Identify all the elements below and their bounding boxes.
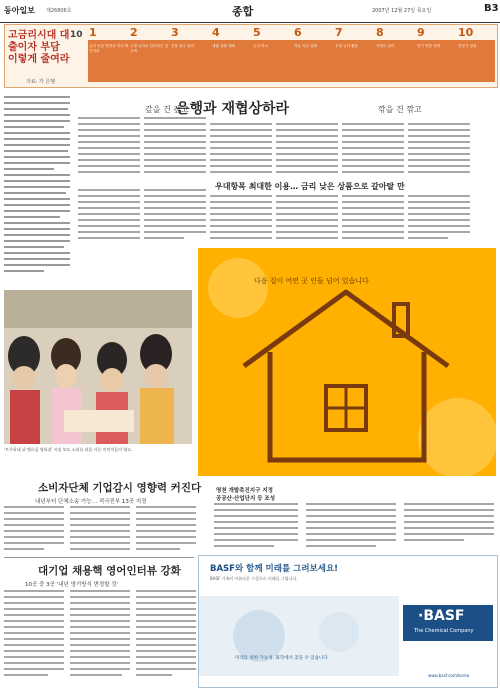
story2-subheadline: 내년부터 단체소송 가능… 적극전부 13곳 지정 [35,499,147,505]
tip-step [455,26,497,84]
basf-message: 미래를 위한 가능성, 화학에서 찾을 수 있습니다 [235,656,328,661]
main-story-text [78,117,496,245]
children-photo [4,290,192,444]
tip-step [414,26,460,84]
tip-step-text: 대출 상환 계획 [212,44,236,48]
tip-step-number: 6 [294,26,302,39]
story4-subheadline: 공공산·산업단지 등 조성 [216,496,276,502]
tip-step [373,26,419,84]
story4-text [214,503,496,551]
tip-step-text: 가계부 관리 [376,44,395,48]
tip-step-number: 4 [212,26,220,39]
story3-subheadline: 10곳 중 3곳 '내년 영기방식 변경할 것' [25,582,119,588]
tip-step [291,26,337,84]
tip-step-number: 2 [130,26,138,39]
story2-text [4,506,196,554]
tip-step [209,26,255,84]
main-headline: 은행과 재협상하라 [176,101,290,117]
tip-step-text: 만기 연장 전략 [417,44,441,48]
tip-step-number: 10 [458,26,474,39]
tip-step-text: 여유 자금 상환 [294,44,318,48]
newspaper-logo: 동아일보 [4,6,35,15]
news-photo [4,290,192,444]
tip-step-number: 8 [376,26,384,39]
tip-step [332,26,378,84]
tip-step-number: 5 [253,26,261,39]
basf-headline: BASF와 함께 미래를 그려보세요! [210,564,339,574]
headline-deck-right: 깎을 건 깎고 [378,105,422,114]
story3-text [4,590,196,686]
section-title: 종합 [232,5,254,18]
tips-count: 10 [70,30,83,40]
tip-step-number: 3 [171,26,179,39]
tip-step-text: 전문가 상담 [458,44,477,48]
story2-headline: 소비자단체 기업감시 영향력 커진다 [38,482,202,494]
tip-step-text: 우대 금리 활용 [335,44,359,48]
tip-step [127,26,173,84]
basf-subline: BASF 가족의 아름다운 그림으로 미래를 그립니다. [210,576,298,581]
tip-step-number: 1 [89,26,97,39]
basf-url[interactable]: www.basf.com/korea [428,673,470,678]
headline-deck-left: 갚을 건 갚고 [145,105,189,114]
tip-step [168,26,214,84]
tip-step-number: 7 [335,26,343,39]
tip-step [86,26,132,84]
basf-logo: ·BASF [418,608,465,624]
tip-step-text: 금리 인상 영향을 미리 확인하라 [89,44,129,53]
tip-step-text: 신용 점수 관리 [171,44,195,48]
photo-caption: '토주하네 뉘 텔로움 영되쉬' 시설 보도 소리를 과을 사문 어린이들이 영고. [4,447,133,452]
basf-logo-tagline: The Chemical Company [414,628,474,634]
ad-tagline: 다음 집이 어떤 곳 인들 넘어 있습니다 [254,277,369,285]
left-text-column [4,92,72,284]
text-lines [4,92,72,284]
tips-byline: 자료: 각 은행 [26,79,56,85]
main-subheadline: 우대항목 최대한 이용… 금리 낮은 상품으로 갈아탈 만 [215,182,405,191]
tip-step-number: 9 [417,26,425,39]
tips-title: 고금리시대 대출이자 부담 이렇게 줄여라 [8,30,70,65]
story3-headline: 대기업 채용핵 영어인터뷰 강화 [38,565,181,577]
issue-date: 2007년 12월 27일 목요일 [372,8,432,14]
tip-step-text: 금리 비교 [253,44,269,48]
issue-number: 제26806호 [46,8,72,14]
tip-step [250,26,296,84]
page-number: B3 [484,3,499,14]
divider [4,557,194,558]
story4-headline: 영천 개발촉진지구 지정 [216,488,273,494]
tip-step-text: 고정 금리로 갈아타는 것 고려 [130,44,169,53]
